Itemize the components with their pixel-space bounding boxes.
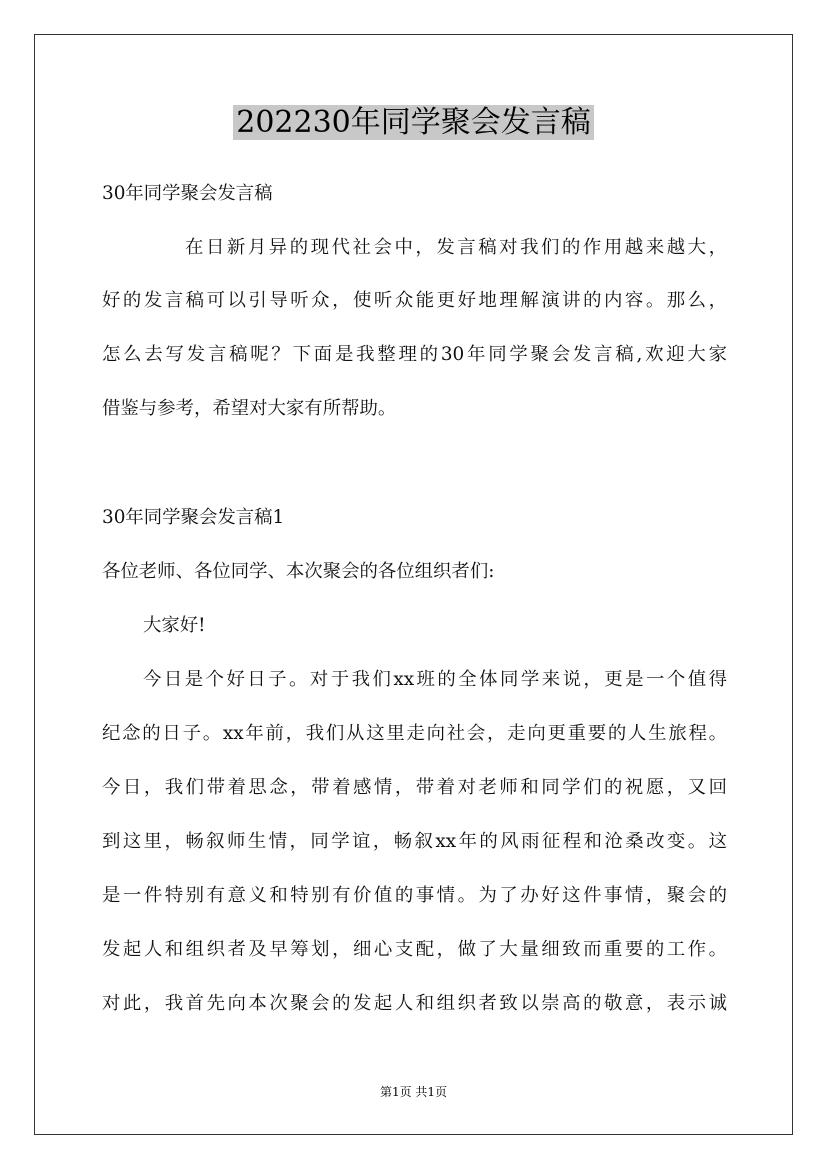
intro-line: 借鉴与参考，希望对大家有所帮助。 bbox=[102, 398, 397, 419]
page-number-footer: 第1页 共1页 bbox=[379, 1085, 448, 1099]
document-title: 202230年同学聚会发言稿 bbox=[0, 104, 827, 142]
body-line: 到这里，畅叙师生情，同学谊，畅叙xx年的风雨征程和沧桑改变。这 bbox=[102, 831, 727, 852]
greeting: 大家好! bbox=[143, 615, 206, 636]
body-line: 是一件特别有意义和特别有价值的事情。为了办好这件事情，聚会的 bbox=[102, 885, 727, 906]
body-line: 发起人和组织者及早筹划，细心支配，做了大量细致而重要的工作。 bbox=[102, 939, 727, 960]
intro-line: 好的发言稿可以引导听众，使听众能更好地理解演讲的内容。那么， bbox=[102, 290, 727, 311]
document-subtitle: 30年同学聚会发言稿 bbox=[102, 183, 273, 204]
body-line: 纪念的日子。xx年前，我们从这里走向社会，走向更重要的人生旅程。 bbox=[102, 723, 727, 744]
intro-line: 在日新月异的现代社会中，发言稿对我们的作用越来越大， bbox=[185, 237, 727, 258]
body-line: 对此，我首先向本次聚会的发起人和组织者致以崇高的敬意，表示诚 bbox=[102, 993, 727, 1014]
intro-line: 怎么去写发言稿呢？下面是我整理的30年同学聚会发言稿,欢迎大家 bbox=[102, 344, 727, 365]
body-line: 今日是个好日子。对于我们xx班的全体同学来说，更是一个值得 bbox=[143, 669, 727, 690]
salutation: 各位老师、各位同学、本次聚会的各位组织者们: bbox=[102, 561, 495, 582]
section-heading: 30年同学聚会发言稿1 bbox=[102, 507, 285, 528]
body-line: 今日，我们带着思念，带着感情，带着对老师和同学们的祝愿，又回 bbox=[102, 777, 727, 798]
